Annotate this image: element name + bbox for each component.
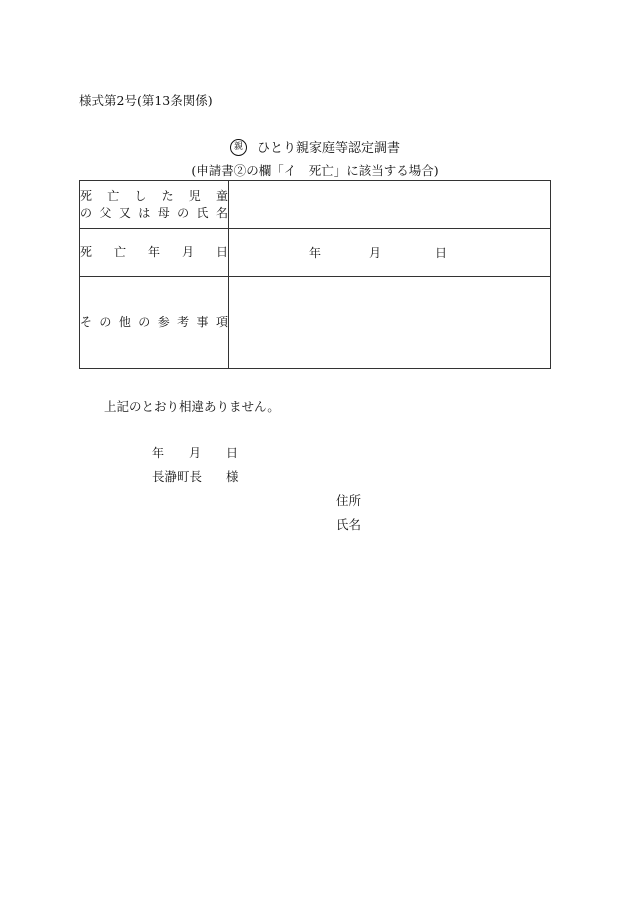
label-char: 死 [80,188,93,203]
label-char: た [161,188,174,203]
label-char: の [138,315,151,329]
label-char: 母 [157,205,170,220]
label-char: 死 [80,245,93,259]
label-char: は [138,205,151,220]
submission-day-label: 日 [226,446,239,460]
label-char: 項 [215,315,228,329]
label-char: 他 [118,315,131,329]
label-char: 参 [157,315,170,329]
label-char: 日 [215,245,228,259]
address-label: 住所 [336,493,362,508]
deceased-parent-label-line1 [80,188,228,205]
statement-text: 上記のとおり相違ありません。 [104,399,280,414]
deceased-parent-name-field[interactable] [229,181,551,229]
label-char: 年 [147,245,160,259]
deceased-parent-label-line2 [80,205,228,222]
label-char: の [80,205,93,220]
table-row-date-of-death [80,229,551,277]
submission-year-label: 年 [152,446,165,460]
other-notes-field[interactable] [229,277,551,369]
date-of-death-label-line [80,244,228,261]
label-char: 名 [215,205,228,220]
label-char: 又 [118,205,131,220]
label-char: の [99,315,112,329]
label-char: 児 [188,188,201,203]
title-mark: 親 [230,139,247,156]
label-char: 童 [215,188,228,203]
label-char: 氏 [196,205,209,220]
addressee-honorific: 様 [226,469,239,484]
document-title [0,137,630,157]
other-notes-label-line [80,314,228,331]
addressee [152,467,239,485]
submission-month-label: 月 [189,446,202,460]
label-char: 事 [196,315,209,329]
other-notes-label [80,277,229,369]
table-row-deceased-parent [80,181,551,229]
label-char: 亡 [113,245,126,259]
label-char: 父 [99,205,112,220]
date-month-label: 月 [369,246,382,260]
label-char: 亡 [107,188,120,203]
date-of-death-field[interactable] [229,229,551,277]
table-row-other-notes [80,277,551,369]
date-of-death-label [80,229,229,277]
document-subtitle: (申請書②の欄「イ 死亡」に該当する場合) [191,163,439,178]
form-number: 様式第2号(第13条関係) [79,93,213,108]
label-char: の [177,205,190,220]
date-of-death-value [229,244,550,261]
label-char: そ [80,315,93,329]
title-text: ひとり親家庭等認定調書 [256,141,400,156]
certification-table [79,180,551,369]
label-char: 考 [177,315,190,329]
date-year-label: 年 [309,246,322,260]
deceased-parent-label [80,181,229,229]
addressee-name: 長瀞町長 [152,469,203,484]
date-day-label: 日 [435,246,448,260]
name-label: 氏名 [336,517,362,532]
label-char: し [134,188,147,203]
label-char: 月 [181,245,194,259]
